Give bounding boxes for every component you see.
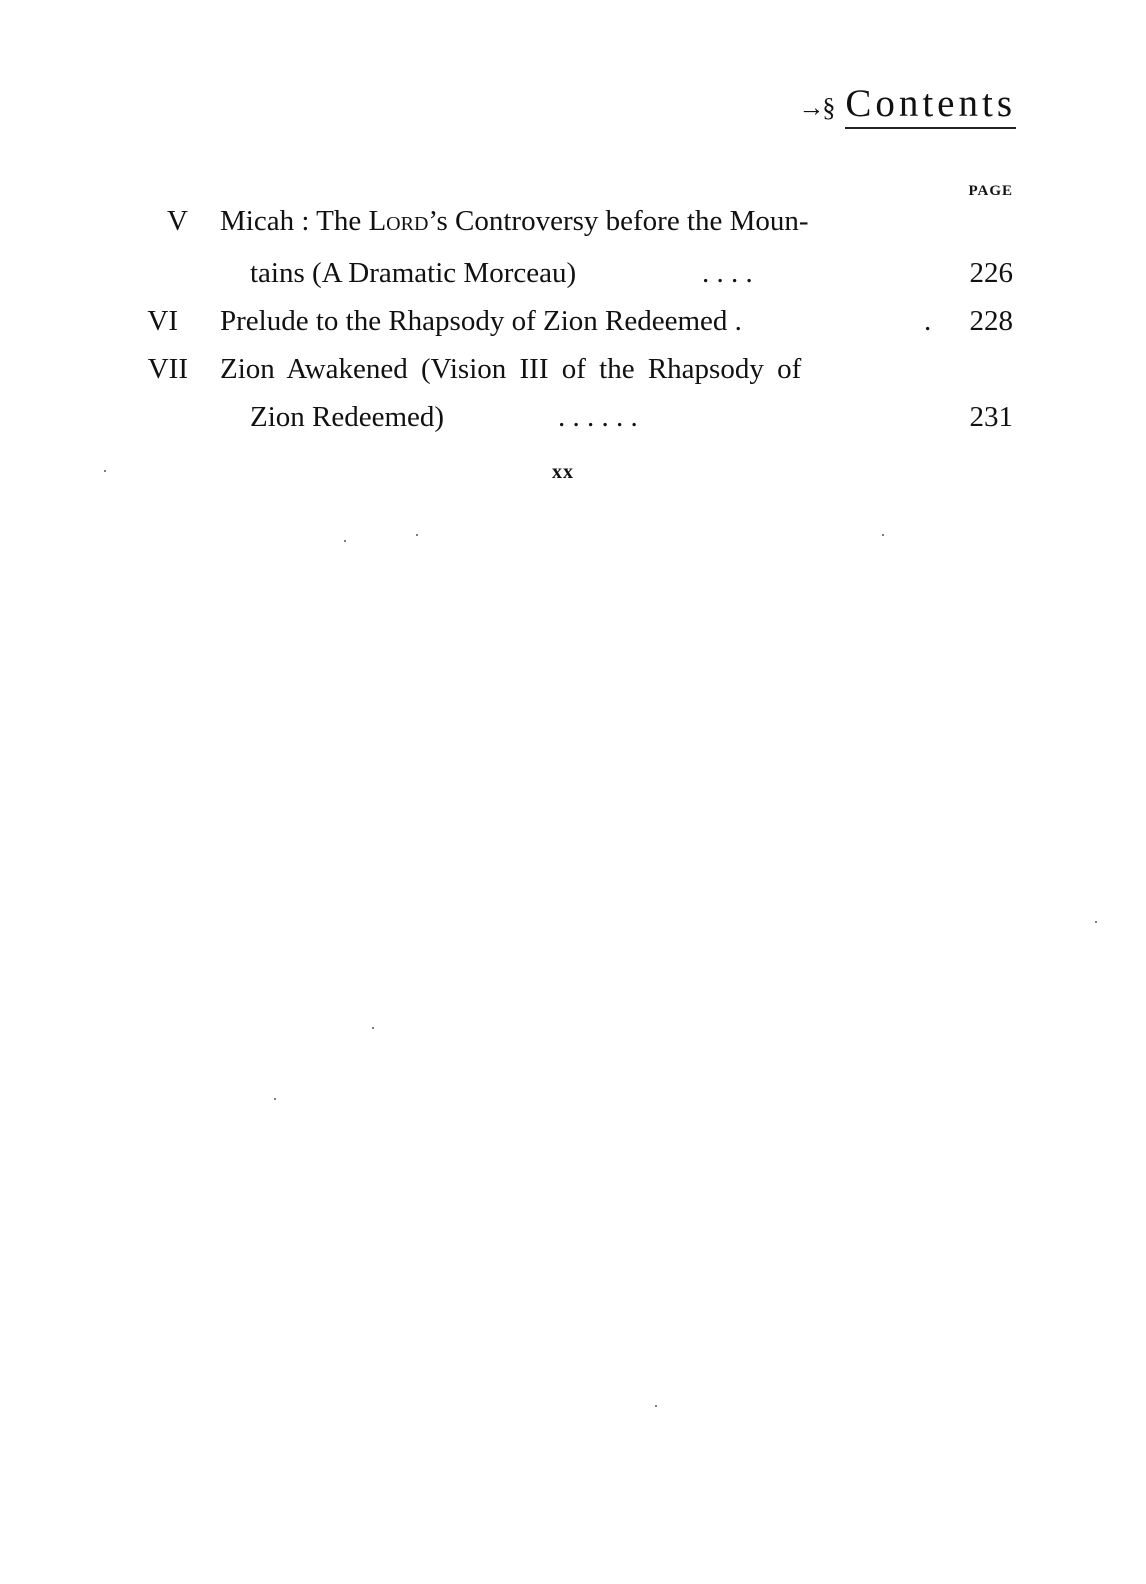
dot-leaders: .	[924, 305, 932, 337]
folio-page-number: xx	[552, 461, 574, 483]
page-number: 231	[969, 401, 1013, 433]
entry-number: V	[167, 205, 188, 237]
page-number: 226	[969, 257, 1013, 289]
scan-speck	[274, 1098, 276, 1100]
entry-title-line: Zion Awakened (Vision III of the Rhapsody of	[220, 353, 802, 385]
scan-speck	[416, 534, 418, 536]
entry-title-line: Prelude to the Rhapsody of Zion Redeemed .	[220, 305, 742, 337]
dot-leaders: . . . .	[702, 257, 753, 289]
arrow-ornament-icon: →§	[798, 93, 834, 122]
scan-speck	[882, 534, 884, 536]
page-title: Contents	[845, 84, 1016, 129]
entry-title-continuation: Zion Redeemed)	[250, 401, 445, 433]
entry-title-text: ’s Controversy before the Moun-	[428, 205, 809, 237]
entry-number: VI	[147, 305, 178, 337]
entry-number: VII	[147, 353, 188, 385]
running-head	[798, 84, 1016, 129]
entry-title-line	[220, 207, 809, 236]
scan-speck	[372, 1027, 374, 1029]
entry-title-continuation: tains (A Dramatic Morceau)	[250, 257, 577, 289]
entry-title-smallcaps: Lord	[368, 205, 429, 237]
scan-speck	[655, 1405, 657, 1407]
scan-speck	[344, 540, 346, 542]
entry-title-text: Micah : The	[220, 205, 369, 237]
page-column-label: PAGE	[968, 183, 1013, 199]
dot-leaders: . . . . . .	[558, 401, 638, 433]
scan-speck	[1095, 921, 1097, 923]
scan-speck	[104, 470, 106, 472]
page-number: 228	[969, 305, 1013, 337]
